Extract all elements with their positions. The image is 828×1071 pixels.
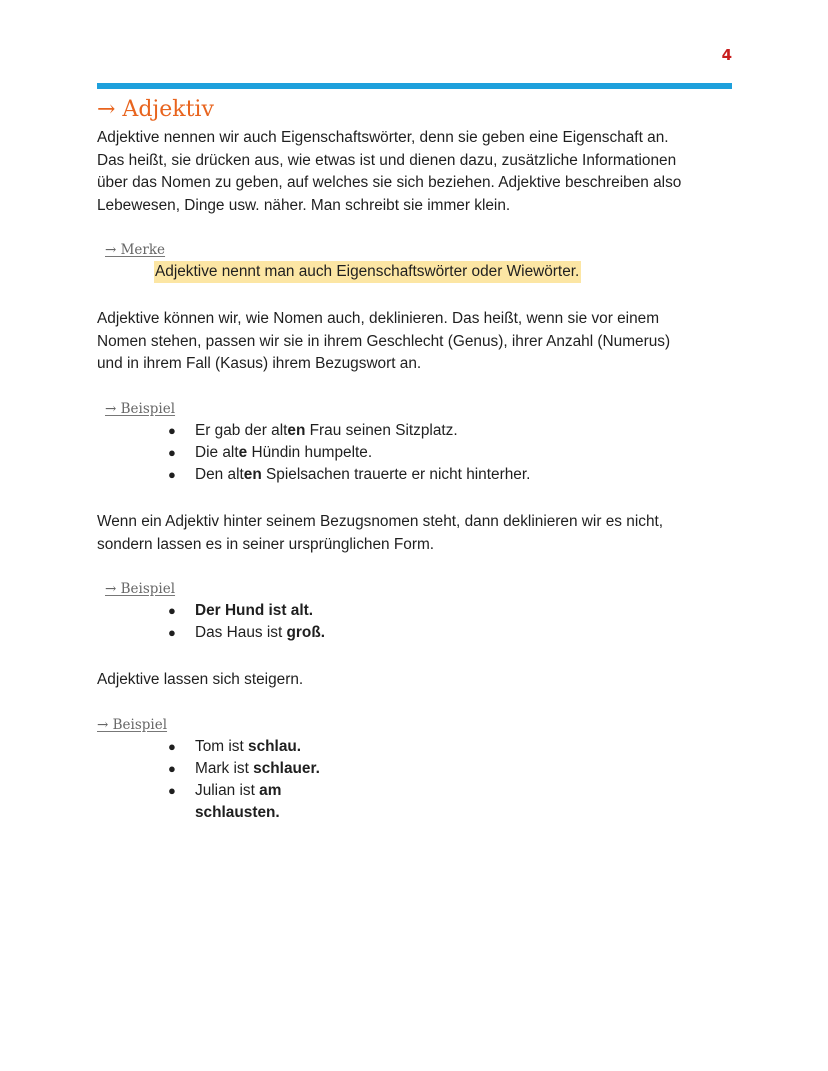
declension-line-1: Adjektive können wir, wie Nomen auch, deklinieren. Das heißt, wenn sie vor einem <box>97 310 660 327</box>
page-number: 4 <box>721 46 732 64</box>
example-3-label: → Beispiel <box>97 717 168 733</box>
comparison-paragraph <box>97 669 737 692</box>
item-bold: groß. <box>286 624 326 641</box>
declension-line-2: Nomen stehen, passen wir sie in ihrem Geschlecht (Genus), ihrer Anzahl (Numerus) <box>97 332 671 350</box>
predicative-line-1: Wenn ein Adjektiv hinter seinem Bezugsnomen steht, dann deklinieren wir es nicht, <box>97 513 664 530</box>
list-item <box>160 780 335 824</box>
example-2-list <box>160 600 325 644</box>
item-bold: schlau. <box>248 738 302 755</box>
bullet-icon: ● <box>168 603 176 618</box>
list-item <box>160 420 530 442</box>
item-text: Mark ist <box>195 760 254 777</box>
intro-line-1: Adjektive nennen wir auch Eigenschaftswörter, denn sie geben eine Eigenschaft an. <box>97 129 669 146</box>
predicative-paragraph <box>97 511 737 556</box>
header-rule <box>97 83 732 89</box>
section-heading: → Adjektiv <box>97 97 214 122</box>
intro-line-4: Lebewesen, Dinge usw. näher. Man schreibt sie immer klein. <box>97 196 511 214</box>
item-text: Spielsachen trauerte er nicht hinterher. <box>261 466 531 483</box>
item-bold: e <box>238 444 248 461</box>
example-1-list <box>160 420 530 486</box>
bullet-icon: ● <box>168 625 176 640</box>
item-bold: Der Hund ist alt. <box>195 602 314 619</box>
item-text: Frau seinen Sitzplatz. <box>305 422 458 439</box>
example-2-label: → Beispiel <box>105 581 176 597</box>
list-item <box>160 464 530 486</box>
item-text: Den alt <box>195 466 244 483</box>
declension-line-3: und in ihrem Fall (Kasus) ihrem Bezugswort an. <box>97 355 422 373</box>
item-text: Tom ist <box>195 738 249 755</box>
bullet-icon: ● <box>168 783 176 798</box>
comparison-line: Adjektive lassen sich steigern. <box>97 671 304 688</box>
predicative-line-2: sondern lassen es in seiner ursprünglichen Form. <box>97 535 435 553</box>
example-1-label: → Beispiel <box>105 401 176 417</box>
declension-paragraph <box>97 308 737 376</box>
bullet-icon: ● <box>168 467 176 482</box>
intro-line-3: über das Nomen zu geben, auf welches sie sich beziehen. Adjektive beschreiben also <box>97 174 682 192</box>
bullet-icon: ● <box>168 761 176 776</box>
item-text: Er gab der alt <box>195 422 288 439</box>
merke-highlight: Adjektive nennt man auch Eigenschaftswörter oder Wiewörter. <box>154 261 581 283</box>
bullet-icon: ● <box>168 445 176 460</box>
item-text: Das Haus ist <box>195 624 287 641</box>
merke-label: → Merke <box>105 242 166 258</box>
intro-line-2: Das heißt, sie drücken aus, wie etwas ist und dienen dazu, zusätzliche Informationen <box>97 151 677 169</box>
item-text: Julian ist <box>195 782 260 799</box>
bullet-icon: ● <box>168 423 176 438</box>
item-bold: schlauer. <box>253 760 320 777</box>
intro-paragraph <box>97 127 737 217</box>
list-item <box>160 600 325 622</box>
list-item <box>160 736 335 758</box>
item-bold: am schlausten. <box>195 782 282 821</box>
list-item <box>160 622 325 644</box>
bullet-icon: ● <box>168 739 176 754</box>
item-text: Die alt <box>195 444 239 461</box>
example-3-list <box>160 736 335 824</box>
item-bold: en <box>243 466 262 483</box>
item-text: Hündin humpelte. <box>247 444 373 461</box>
list-item <box>160 758 335 780</box>
item-bold: en <box>287 422 306 439</box>
list-item <box>160 442 530 464</box>
